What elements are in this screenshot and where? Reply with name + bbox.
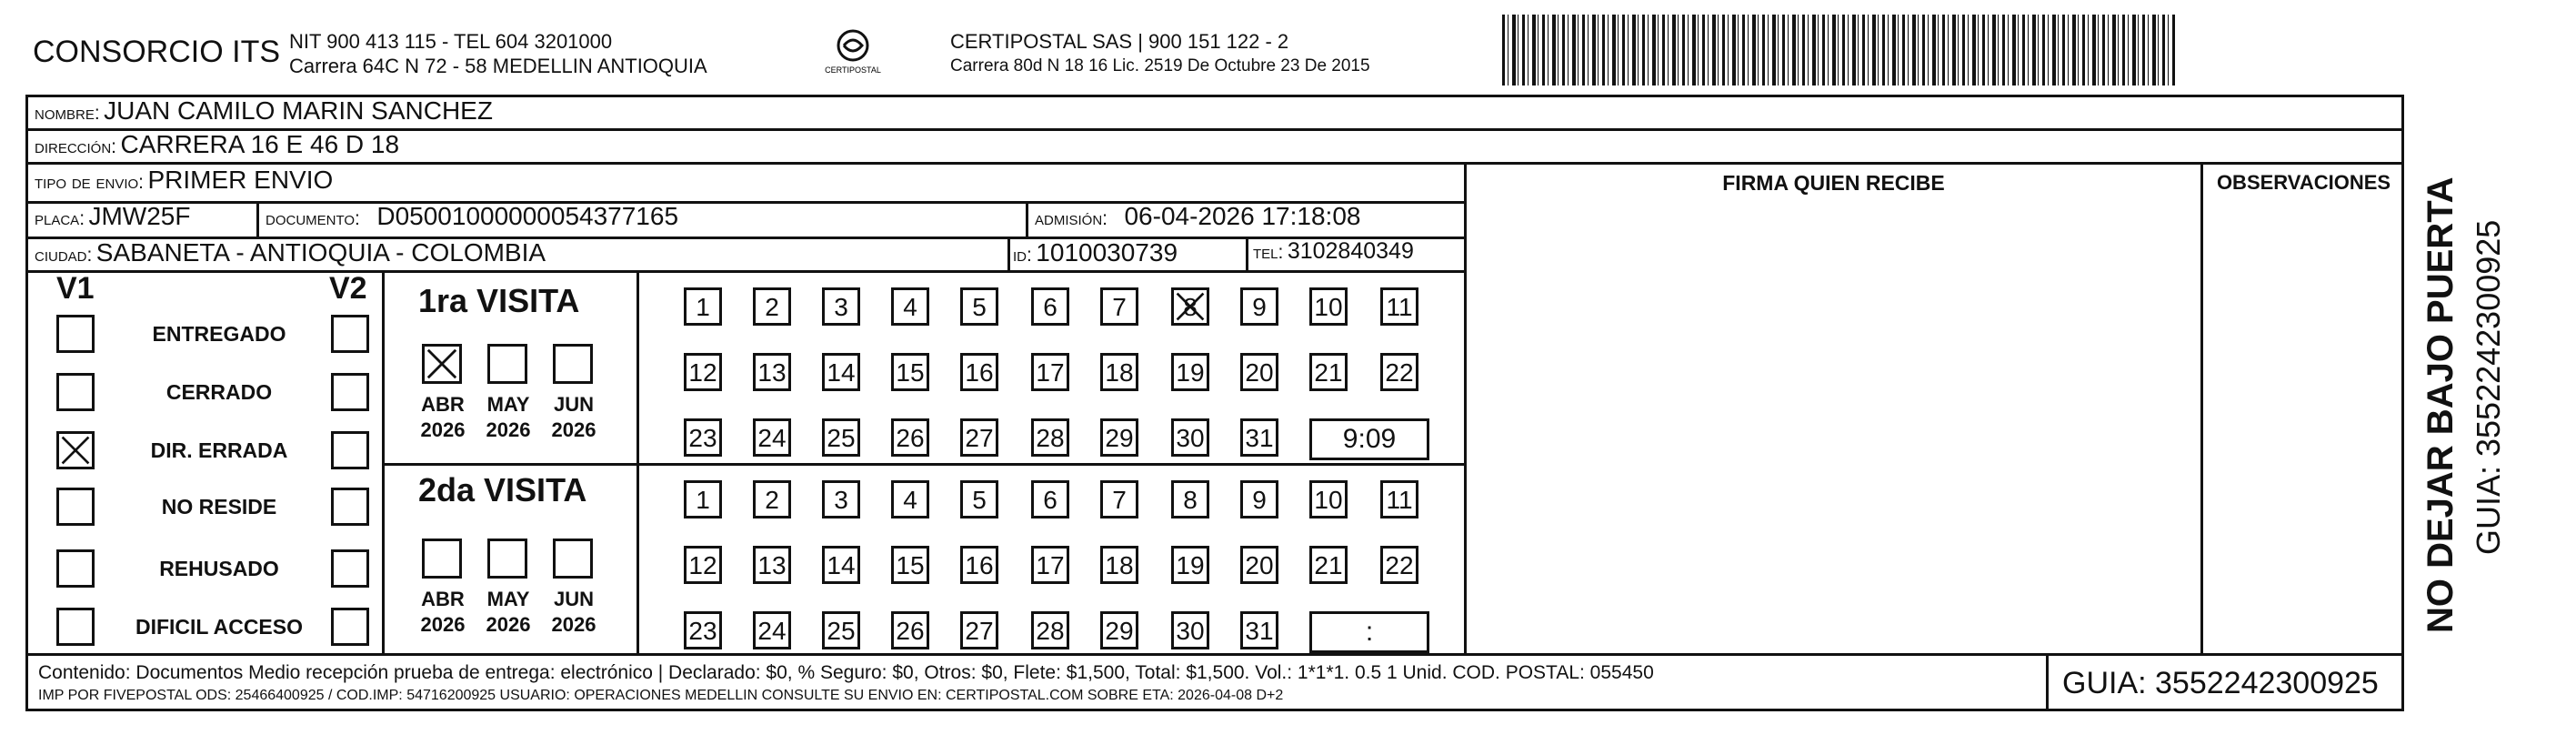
day-box[interactable] xyxy=(1171,480,1209,518)
day-number: 13 xyxy=(757,551,787,579)
day-number: 3 xyxy=(834,486,848,514)
footer-guia: GUIA: 3552242300925 xyxy=(2062,666,2379,700)
day-number: 10 xyxy=(1314,486,1343,514)
firma-header: FIRMA QUIEN RECIBE xyxy=(1722,171,1945,195)
day-number: 9 xyxy=(1252,486,1267,514)
company-info xyxy=(289,29,707,78)
documento-cell xyxy=(266,202,678,231)
day-box[interactable] xyxy=(684,546,722,584)
day-box[interactable] xyxy=(960,353,998,391)
month-label: ABR xyxy=(421,588,465,610)
day-number: 17 xyxy=(1036,551,1065,579)
day-number: 21 xyxy=(1314,358,1343,387)
day-number: 19 xyxy=(1176,358,1205,387)
admision-cell xyxy=(1035,202,1360,231)
day-number: 18 xyxy=(1105,551,1134,579)
ciudad-value: SABANETA - ANTIOQUIA - COLOMBIA xyxy=(95,238,546,267)
day-number: 7 xyxy=(1112,486,1127,514)
month-label: MAY xyxy=(486,588,530,610)
side-guia: GUIA: 3552242300925 xyxy=(2470,219,2507,555)
day-number: 15 xyxy=(896,358,925,387)
day-box[interactable] xyxy=(1031,611,1069,649)
day-number: 2 xyxy=(765,293,779,321)
day-number: 14 xyxy=(827,551,856,579)
time-box[interactable]: 9:09 xyxy=(1309,418,1429,460)
ciudad-label: ciudad: xyxy=(35,245,93,266)
placa-value: JMW25F xyxy=(88,202,191,230)
day-box[interactable] xyxy=(1240,480,1278,518)
day-box[interactable] xyxy=(1171,611,1209,649)
direccion-row xyxy=(35,130,399,159)
day-box[interactable] xyxy=(891,546,929,584)
nombre-value: JUAN CAMILO MARIN SANCHEZ xyxy=(104,96,493,125)
v1-checkbox[interactable] xyxy=(56,431,95,469)
day-box[interactable] xyxy=(1100,418,1138,457)
tipo-value: PRIMER ENVIO xyxy=(147,166,334,194)
day-box[interactable] xyxy=(1380,480,1418,518)
day-number: 10 xyxy=(1314,293,1343,321)
day-box[interactable] xyxy=(1240,546,1278,584)
company-info-line2: Carrera 64C N 72 - 58 MEDELLIN ANTIOQUIA xyxy=(289,55,707,77)
ciudad-cell xyxy=(35,238,546,267)
status-label: ENTREGADO xyxy=(152,322,286,346)
id-cell xyxy=(1013,238,1178,267)
day-box[interactable] xyxy=(1309,353,1348,391)
month-checkbox[interactable] xyxy=(422,344,462,384)
day-number: 20 xyxy=(1245,551,1274,579)
v2-label: V2 xyxy=(329,271,367,306)
day-box[interactable] xyxy=(1380,287,1418,326)
tipo-label: tipo de envio: xyxy=(35,172,145,193)
day-number: 12 xyxy=(688,358,717,387)
admision-label: admisión: xyxy=(1035,208,1108,229)
status-label: CERRADO xyxy=(165,380,273,404)
day-box[interactable] xyxy=(753,418,791,457)
status-label: NO RESIDE xyxy=(161,495,277,518)
day-number: 21 xyxy=(1314,551,1343,579)
day-box[interactable] xyxy=(822,287,860,326)
day-box[interactable] xyxy=(1171,287,1209,326)
month-label: JUN xyxy=(553,393,594,416)
month-year: 2026 xyxy=(486,613,531,636)
day-box[interactable] xyxy=(753,546,791,584)
day-box[interactable] xyxy=(891,353,929,391)
tipo-row xyxy=(35,166,333,195)
day-number: 31 xyxy=(1245,424,1274,452)
day-number: 8 xyxy=(1183,293,1198,321)
id-label: id: xyxy=(1013,245,1032,266)
day-number: 28 xyxy=(1036,617,1065,645)
day-number: 6 xyxy=(1043,293,1057,321)
day-number: 25 xyxy=(827,617,856,645)
day-box[interactable] xyxy=(1309,480,1348,518)
placa-cell xyxy=(35,202,190,231)
day-box[interactable] xyxy=(822,480,860,518)
v2-checkbox[interactable] xyxy=(331,315,369,353)
day-number: 28 xyxy=(1036,424,1065,452)
v2-checkbox[interactable] xyxy=(331,488,369,526)
day-number: 16 xyxy=(965,358,994,387)
logo-text: CERTIPOSTAL xyxy=(825,65,881,75)
day-number: 5 xyxy=(972,293,987,321)
day-box[interactable] xyxy=(1240,418,1278,457)
day-number: 18 xyxy=(1105,358,1134,387)
v1-checkbox[interactable] xyxy=(56,488,95,526)
status-label: REHUSADO xyxy=(159,557,279,580)
observaciones-header: OBSERVACIONES xyxy=(2216,171,2391,194)
visit2-title: 2da VISITA xyxy=(418,471,587,508)
day-box[interactable] xyxy=(1031,418,1069,457)
signature-area[interactable] xyxy=(1467,201,2200,653)
nombre-row xyxy=(35,96,493,126)
day-box[interactable] xyxy=(891,287,929,326)
status-label: DIFICIL ACCESO xyxy=(135,615,303,639)
day-box[interactable] xyxy=(1171,546,1209,584)
month-year: 2026 xyxy=(551,613,596,636)
day-box[interactable] xyxy=(1171,418,1209,457)
day-box[interactable] xyxy=(753,611,791,649)
v2-checkbox[interactable] xyxy=(331,373,369,411)
carrier-info-line2: Carrera 80d N 18 16 Lic. 2519 De Octubre 23 De 2015 xyxy=(950,56,1370,76)
carrier-info xyxy=(950,29,1370,78)
nombre-label: nombre: xyxy=(35,103,100,124)
day-number: 24 xyxy=(757,617,787,645)
month-checkbox[interactable] xyxy=(422,539,462,579)
day-box[interactable] xyxy=(960,546,998,584)
day-box[interactable] xyxy=(684,287,722,326)
day-box[interactable] xyxy=(822,611,860,649)
day-box[interactable] xyxy=(1309,287,1348,326)
day-number: 26 xyxy=(896,424,925,452)
month-label: JUN xyxy=(553,588,594,610)
day-box[interactable] xyxy=(960,611,998,649)
v1-checkbox[interactable] xyxy=(56,608,95,646)
day-box[interactable] xyxy=(1100,546,1138,584)
day-number: 29 xyxy=(1105,617,1134,645)
month-year: 2026 xyxy=(420,418,466,441)
month-label: MAY xyxy=(486,393,530,416)
company-info-line1: NIT 900 413 115 - TEL 604 3201000 xyxy=(289,30,613,53)
visit1-title: 1ra VISITA xyxy=(418,282,580,319)
tel-value: 3102840349 xyxy=(1287,238,1414,264)
documento-value: D05001000000054377165 xyxy=(376,202,679,230)
direccion-value: CARRERA 16 E 46 D 18 xyxy=(120,130,400,158)
day-number: 9 xyxy=(1252,293,1267,321)
day-box[interactable] xyxy=(684,353,722,391)
day-number: 23 xyxy=(688,617,717,645)
day-number: 15 xyxy=(896,551,925,579)
day-number: 7 xyxy=(1112,293,1127,321)
day-box[interactable] xyxy=(1031,287,1069,326)
day-number: 14 xyxy=(827,358,856,387)
day-box[interactable] xyxy=(684,611,722,649)
month-year: 2026 xyxy=(551,418,596,441)
day-box[interactable] xyxy=(684,480,722,518)
month-year: 2026 xyxy=(420,613,466,636)
month-checkbox[interactable] xyxy=(553,539,593,579)
day-number: 30 xyxy=(1176,617,1205,645)
day-box[interactable] xyxy=(684,418,722,457)
time-box[interactable]: : xyxy=(1309,611,1429,653)
day-number: 22 xyxy=(1385,551,1414,579)
month-checkbox[interactable] xyxy=(487,539,527,579)
day-number: 23 xyxy=(688,424,717,452)
day-number: 25 xyxy=(827,424,856,452)
day-number: 1 xyxy=(696,486,710,514)
day-box[interactable] xyxy=(1309,546,1348,584)
day-box[interactable] xyxy=(822,353,860,391)
day-number: 20 xyxy=(1245,358,1274,387)
carrier-info-line1: CERTIPOSTAL SAS | 900 151 122 - 2 xyxy=(950,30,1289,53)
day-box[interactable] xyxy=(1380,353,1418,391)
day-box[interactable] xyxy=(960,480,998,518)
day-box[interactable] xyxy=(960,418,998,457)
day-number: 30 xyxy=(1176,424,1205,452)
id-value: 1010030739 xyxy=(1036,238,1178,267)
day-box[interactable] xyxy=(1031,480,1069,518)
tel-label: tel: xyxy=(1253,242,1284,263)
day-box[interactable] xyxy=(1240,353,1278,391)
certipostal-logo xyxy=(817,27,889,80)
day-number: 19 xyxy=(1176,551,1205,579)
day-number: 26 xyxy=(896,617,925,645)
footer-content-line: Contenido: Documentos Medio recepción prueba de entrega: electrónico | Declarado: $0, % Seguro: $0, Otros: $0, Flete: $1,500, Total: $1,500. Vol.: 1*1*1. 0.5 1 Unid. COD. POSTAL: 055450 xyxy=(38,662,1654,683)
day-box[interactable] xyxy=(1240,611,1278,649)
side-warning: NO DEJAR BAJO PUERTA xyxy=(2421,176,2461,633)
day-number: 12 xyxy=(688,551,717,579)
v1-label: V1 xyxy=(56,271,95,306)
footer-print-line: IMP POR FIVEPOSTAL ODS: 25466400925 / COD.IMP: 54716200925 USUARIO: OPERACIONES MEDELLIN CONSULTE SU ENVIO EN: CERTIPOSTAL.COM SOBRE ETA: 2026-04-08 D+2 xyxy=(38,688,1284,703)
placa-label: placa: xyxy=(35,208,85,229)
barcode xyxy=(1502,15,2175,86)
day-box[interactable] xyxy=(822,418,860,457)
day-number: 4 xyxy=(903,486,917,514)
documento-label: documento: xyxy=(266,208,360,229)
v1-checkbox[interactable] xyxy=(56,549,95,588)
day-box[interactable] xyxy=(1100,611,1138,649)
day-number: 3 xyxy=(834,293,848,321)
v1-checkbox[interactable] xyxy=(56,373,95,411)
day-number: 2 xyxy=(765,486,779,514)
day-box[interactable] xyxy=(753,353,791,391)
month-checkbox[interactable] xyxy=(553,344,593,384)
day-number: 22 xyxy=(1385,358,1414,387)
tel-cell xyxy=(1253,238,1414,265)
day-number: 1 xyxy=(696,293,710,321)
v2-checkbox[interactable] xyxy=(331,431,369,469)
observations-area[interactable] xyxy=(2203,201,2404,653)
day-number: 13 xyxy=(757,358,787,387)
day-box[interactable] xyxy=(1171,353,1209,391)
day-number: 16 xyxy=(965,551,994,579)
day-number: 29 xyxy=(1105,424,1134,452)
day-box[interactable] xyxy=(891,418,929,457)
direccion-label: dirección: xyxy=(35,136,117,157)
day-number: 8 xyxy=(1183,486,1198,514)
day-box[interactable] xyxy=(1031,353,1069,391)
day-box[interactable] xyxy=(1380,546,1418,584)
day-number: 6 xyxy=(1043,486,1057,514)
day-number: 4 xyxy=(903,293,917,321)
month-label: ABR xyxy=(421,393,465,416)
day-box[interactable] xyxy=(1100,353,1138,391)
day-number: 24 xyxy=(757,424,787,452)
day-box[interactable] xyxy=(1100,287,1138,326)
day-box[interactable] xyxy=(960,287,998,326)
day-box[interactable] xyxy=(753,480,791,518)
v1-checkbox[interactable] xyxy=(56,315,95,353)
v2-checkbox[interactable] xyxy=(331,549,369,588)
day-number: 31 xyxy=(1245,617,1274,645)
day-box[interactable] xyxy=(1240,287,1278,326)
company-name: CONSORCIO ITS xyxy=(33,35,281,69)
day-box[interactable] xyxy=(753,287,791,326)
admision-value: 06-04-2026 17:18:08 xyxy=(1124,202,1361,230)
day-box[interactable] xyxy=(891,480,929,518)
month-year: 2026 xyxy=(486,418,531,441)
day-box[interactable] xyxy=(891,611,929,649)
day-box[interactable] xyxy=(1031,546,1069,584)
day-number: 27 xyxy=(965,617,994,645)
day-number: 11 xyxy=(1386,293,1413,321)
day-box[interactable] xyxy=(1100,480,1138,518)
day-box[interactable] xyxy=(822,546,860,584)
v2-checkbox[interactable] xyxy=(331,608,369,646)
day-number: 11 xyxy=(1386,486,1413,514)
status-label: DIR. ERRADA xyxy=(150,438,288,462)
month-checkbox[interactable] xyxy=(487,344,527,384)
day-number: 5 xyxy=(972,486,987,514)
day-number: 17 xyxy=(1036,358,1065,387)
day-number: 27 xyxy=(965,424,994,452)
